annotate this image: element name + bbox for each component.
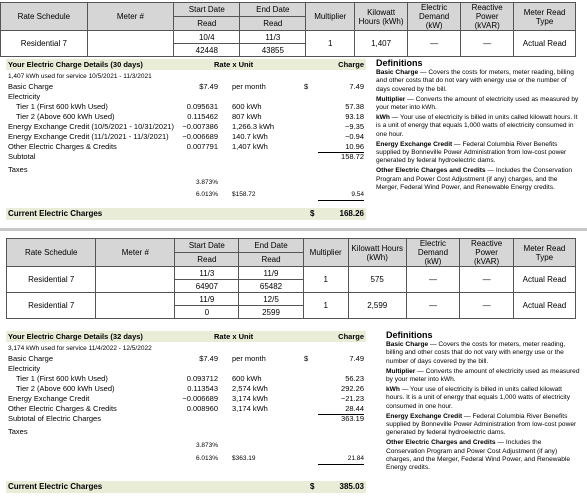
line-basic-charge: [8, 82, 364, 92]
col-reactive: Reactive Power (kVAR): [461, 3, 514, 31]
line-charge: 56.23: [345, 374, 364, 383]
cell-reactive: —: [460, 267, 514, 293]
line-charge: 158.72: [341, 152, 364, 161]
col-read-type: Meter Read Type: [513, 239, 575, 267]
line-rate: −0.007386: [182, 122, 218, 131]
cell-start-date: 11/9: [175, 293, 239, 306]
cell-read-type: Actual Read: [513, 293, 575, 319]
line-tax-1: [8, 441, 364, 451]
line-label: Taxes: [8, 165, 28, 174]
col-start-read: Read: [174, 17, 240, 31]
def-text: — Federal Columbia River Benefits supplied by Bonneville Power Administration from low-cost power generated by federal hydroelectric dams.: [376, 140, 567, 165]
def-text: — Covers the costs for meters, meter reading, billing and other costs that do not vary with energy use or the number of days covered by the bill.: [386, 341, 566, 365]
line-energy-exchange-2: [8, 132, 364, 142]
col-multiplier: Multiplier: [303, 239, 348, 267]
total-row-1: [6, 208, 366, 220]
rate-unit-header: Rate x Unit: [214, 332, 254, 341]
line-charge: −21.23: [340, 394, 364, 403]
def-text: — Covers the costs for meters, meter reading, billing and other costs that do not vary with energy use or the number of days covered by the bill.: [376, 69, 574, 93]
cell-end-date: 12/5: [239, 293, 303, 306]
meter-table-1: [0, 2, 576, 57]
def-text: — Includes the Conservation Program and Power Cost Adjustment (if any) charges, and the Merger, Federal Wind Power, and Renewable Energy credits.: [376, 167, 573, 191]
cell-kwh: 575: [348, 267, 406, 293]
cell-start-read: 42448: [174, 44, 240, 57]
line-unit: $158.72: [232, 191, 256, 198]
line-label: Basic Charge: [8, 82, 54, 91]
col-read-type: Meter Read Type: [514, 3, 576, 31]
col-kwh: Kilowatt Hours (kWh): [355, 3, 408, 31]
line-rate: 0.115462: [187, 112, 218, 121]
cell-reactive: —: [460, 293, 514, 319]
col-rate-schedule: Rate Schedule: [7, 239, 96, 267]
line-unit: 600 kWh: [232, 374, 262, 383]
cell-schedule: Residential 7: [7, 267, 96, 293]
line-rate: 0.007791: [186, 142, 218, 151]
col-meter: Meter #: [87, 3, 174, 31]
line-other-charges: [8, 404, 364, 414]
def-term: Energy Exchange Credit: [386, 412, 463, 420]
total-amount: 168.26: [339, 209, 364, 218]
def-item: [386, 368, 582, 384]
line-rate: −0.006689: [182, 394, 218, 403]
line-label: Tier 2 (Above 600 kWh Used): [16, 112, 115, 121]
line-charge: −0.94: [345, 132, 364, 141]
cell-meter: [87, 31, 174, 57]
definitions-title: Definitions: [376, 58, 423, 68]
line-rate: 0.095631: [186, 102, 218, 111]
line-energy-exchange: [8, 394, 364, 404]
def-item: [376, 167, 581, 192]
line-tier1: [8, 374, 364, 384]
line-charge: 10.96: [318, 142, 364, 153]
col-kwh: Kilowatt Hours (kWh): [348, 239, 406, 267]
line-label: Other Electric Charges & Credits: [8, 142, 117, 151]
line-charge: −9.35: [345, 122, 364, 131]
definitions-2: [386, 331, 582, 474]
line-subtotal: [8, 414, 364, 424]
line-unit: per month: [232, 82, 266, 91]
line-label: Energy Exchange Credit (11/1/2021 - 11/3/2021): [8, 132, 169, 141]
col-start-date: Start Date: [174, 3, 240, 17]
def-text: — Federal Columbia River Benefits supplied by Bonneville Power Administration from low-cost power generated by federal hydroelectric dams.: [386, 412, 577, 437]
def-term: Other Electric Charges and Credits: [376, 167, 486, 175]
cell-demand: —: [408, 31, 461, 57]
line-unit: 2,574 kWh: [232, 384, 268, 393]
line-charge: 7.49: [349, 354, 364, 363]
line-subtotal: [8, 152, 364, 162]
line-dollar: $: [304, 82, 309, 91]
line-rate: −0.006689: [182, 132, 218, 141]
charge-header: Charge: [338, 332, 364, 341]
line-label: Tier 1 (First 600 kWh Used): [16, 102, 108, 111]
col-end-read: Read: [240, 17, 306, 31]
cell-read-type: Actual Read: [514, 31, 576, 57]
def-text: — Includes the Conservation Program and Power Cost Adjustment (if any) charges, and the Merger, Federal Wind Power, and Renewable Energy credits.: [386, 439, 570, 472]
details-lines-1: [8, 82, 364, 200]
line-label: Tier 2 (Above 600 kWh Used): [16, 384, 115, 393]
line-label: Tier 1 (First 600 kWh Used): [16, 374, 108, 383]
table-row: [1, 31, 576, 44]
line-unit: 140.7 kWh: [232, 132, 268, 141]
line-rate: $7.49: [199, 82, 218, 91]
line-energy-exchange-1: [8, 122, 364, 132]
line-unit: 1,407 kWh: [232, 142, 268, 151]
def-item: [386, 413, 582, 438]
line-charge: 57.38: [345, 102, 364, 111]
cell-demand: —: [406, 267, 460, 293]
cell-demand: —: [406, 293, 460, 319]
details-title: Your Electric Charge Details (30 days): [8, 60, 143, 69]
usage-summary: 3,174 kWh used for service 11/4/2022 - 12/5/2022: [8, 345, 152, 352]
def-text: — Your use of electricity is billed in units called kilowatt hours. It is a unit of energy that equals 1,000 watts of electricity consumed in one hour.: [376, 114, 578, 138]
def-term: Basic Charge: [386, 341, 429, 349]
line-label: Energy Exchange Credit (10/5/2021 - 10/31/2021): [8, 122, 174, 131]
line-electricity: [8, 364, 364, 374]
line-other-charges: [8, 142, 364, 152]
line-rate: 0.008960: [186, 404, 218, 413]
table-row: [7, 267, 576, 280]
def-item: [376, 69, 581, 94]
line-unit: $363.19: [232, 455, 256, 462]
cell-multiplier: 1: [306, 31, 355, 57]
line-charge: 9.54: [318, 190, 364, 201]
line-rate: 0.113543: [187, 384, 218, 393]
details-title: Your Electric Charge Details (32 days): [8, 332, 143, 341]
col-reactive: Reactive Power (kVAR): [460, 239, 514, 267]
cell-end-read: 43855: [240, 44, 306, 57]
line-tax-1: [8, 178, 364, 188]
cell-reactive: —: [461, 31, 514, 57]
line-rate: 6.013%: [195, 455, 218, 462]
def-term: Multiplier: [376, 95, 406, 103]
col-start-read: Read: [175, 253, 239, 267]
total-dollar: $: [310, 209, 315, 218]
def-term: kWh: [376, 114, 390, 122]
line-unit: 1,266.3 kWh: [232, 122, 275, 131]
line-label: Basic Charge: [8, 354, 54, 363]
details-header-1: [6, 59, 366, 70]
line-charge: 21.84: [318, 454, 364, 465]
cell-kwh: 2,599: [348, 293, 406, 319]
def-item: [376, 114, 581, 139]
def-item: [386, 341, 582, 366]
col-demand: Electric Demand (kW): [408, 3, 461, 31]
def-term: Energy Exchange Credit: [376, 140, 453, 148]
col-start-date: Start Date: [175, 239, 239, 253]
cell-read-type: Actual Read: [513, 267, 575, 293]
line-basic-charge: [8, 354, 364, 364]
line-dollar: $: [304, 354, 309, 363]
def-item: [376, 96, 581, 112]
meter-table-2: [6, 238, 576, 319]
def-item: [386, 439, 582, 472]
line-charge: 363.19: [341, 414, 364, 423]
line-label: Electricity: [8, 364, 41, 373]
line-tier2: [8, 112, 364, 122]
cell-start-date: 11/3: [175, 267, 239, 280]
definitions-1: [376, 59, 581, 194]
col-rate-schedule: Rate Schedule: [1, 3, 88, 31]
def-text: — Your use of electricity is billed in units called kilowatt hours. It is a unit of energy that equals 1,000 watts of electricity consumed in one hour.: [386, 386, 570, 410]
line-unit: 600 kWh: [232, 102, 262, 111]
separator: [0, 228, 587, 231]
line-charge: 28.44: [318, 404, 364, 415]
total-row-2: [6, 481, 366, 493]
line-taxes: [8, 165, 364, 175]
cell-schedule: Residential 7: [1, 31, 88, 57]
line-tax-2: [8, 454, 364, 464]
line-rate: 0.093712: [186, 374, 218, 383]
def-term: Other Electric Charges and Credits: [386, 439, 496, 447]
cell-kwh: 1,407: [355, 31, 408, 57]
def-term: Basic Charge: [376, 69, 419, 77]
col-end-date: End Date: [240, 3, 306, 17]
col-multiplier: Multiplier: [306, 3, 355, 31]
col-end-date: End Date: [239, 239, 303, 253]
def-item: [386, 386, 582, 411]
line-label: Subtotal of Electric Charges: [8, 414, 101, 423]
line-tax-2: [8, 190, 364, 200]
cell-start-date: 10/4: [174, 31, 240, 44]
line-tier1: [8, 102, 364, 112]
col-demand: Electric Demand (kW): [406, 239, 460, 267]
line-charge: 93.18: [345, 112, 364, 121]
usage-summary: 1,407 kWh used for service 10/5/2021 - 11/3/2021: [8, 73, 152, 80]
line-unit: per month: [232, 354, 266, 363]
cell-start-read: 64907: [175, 280, 239, 293]
line-rate: 3.873%: [195, 442, 218, 449]
cell-meter: [96, 293, 175, 319]
def-term: kWh: [386, 386, 400, 394]
cell-schedule: Residential 7: [7, 293, 96, 319]
col-meter: Meter #: [96, 239, 175, 267]
line-charge: 292.26: [341, 384, 364, 393]
table-row: [7, 293, 576, 306]
line-charge: 7.49: [349, 82, 364, 91]
def-text: — Converts the amount of electricity used as measured by your meter into kWh.: [376, 95, 579, 112]
definitions-title: Definitions: [386, 330, 433, 340]
cell-end-date: 11/9: [239, 267, 303, 280]
def-item: [376, 141, 581, 166]
line-label: Subtotal: [8, 152, 36, 161]
cell-start-read: 0: [175, 306, 239, 319]
charge-header: Charge: [338, 60, 364, 69]
cell-end-read: 65482: [239, 280, 303, 293]
total-dollar: $: [310, 482, 315, 491]
details-header-2: [6, 331, 366, 342]
def-text: — Converts the amount of electricity used as measured by your meter into kWh.: [386, 367, 580, 384]
line-label: Electricity: [8, 92, 41, 101]
line-electricity: [8, 92, 364, 102]
line-unit: 3,174 kWh: [232, 394, 268, 403]
line-taxes: [8, 427, 364, 437]
total-label: Current Electric Charges: [8, 209, 103, 218]
line-label: Other Electric Charges & Credits: [8, 404, 117, 413]
cell-end-read: 2599: [239, 306, 303, 319]
col-end-read: Read: [239, 253, 303, 267]
line-rate: 3.873%: [195, 179, 218, 186]
def-term: Multiplier: [386, 367, 416, 375]
cell-end-date: 11/3: [240, 31, 306, 44]
total-label: Current Electric Charges: [8, 482, 103, 491]
details-lines-2: [8, 354, 364, 464]
cell-multiplier: 1: [303, 267, 348, 293]
line-rate: $7.49: [199, 354, 218, 363]
line-unit: 807 kWh: [232, 112, 262, 121]
line-label: Energy Exchange Credit: [8, 394, 90, 403]
cell-multiplier: 1: [303, 293, 348, 319]
cell-meter: [96, 267, 175, 293]
line-rate: 6.013%: [195, 191, 218, 198]
rate-unit-header: Rate x Unit: [214, 60, 254, 69]
line-tier2: [8, 384, 364, 394]
line-unit: 3,174 kWh: [232, 404, 268, 413]
total-amount: 385.03: [339, 482, 364, 491]
line-label: Taxes: [8, 427, 28, 436]
